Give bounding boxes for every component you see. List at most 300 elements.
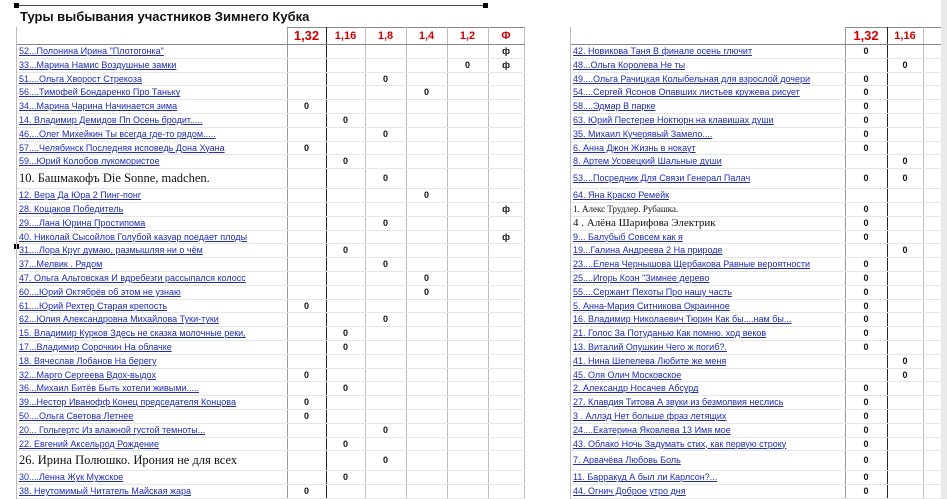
round-cell[interactable]: ф (488, 58, 524, 72)
round-cell[interactable]: 0 (365, 72, 406, 86)
round-cell[interactable] (447, 216, 488, 230)
round-cell[interactable]: 0 (326, 437, 365, 451)
round-cell[interactable] (887, 86, 923, 100)
round-cell[interactable] (845, 354, 887, 368)
participant-link[interactable]: 58....Эдмар В парке (570, 100, 845, 114)
participant-link[interactable]: 64. Яна Краско Ремейк (570, 189, 845, 203)
round-cell[interactable] (447, 299, 488, 313)
round-cell[interactable] (447, 169, 488, 189)
participant-link[interactable]: 6. Анна Джон Жизнь в нокаут (570, 141, 845, 155)
round-cell[interactable] (887, 45, 923, 59)
round-cell[interactable] (406, 409, 447, 423)
round-cell[interactable]: 0 (845, 127, 887, 141)
round-cell[interactable] (326, 409, 365, 423)
participant-link[interactable]: 11. Барракуд А был ли Карлсон?... (570, 471, 845, 485)
round-cell[interactable] (887, 202, 923, 216)
round-cell[interactable] (326, 396, 365, 410)
participant-link[interactable]: 27. Клавдия Титова А звуки из безмолвия неслись (570, 396, 845, 410)
round-cell[interactable] (326, 169, 365, 189)
round-cell[interactable] (488, 340, 524, 354)
round-cell[interactable] (447, 113, 488, 127)
round-cell[interactable] (365, 354, 406, 368)
round-cell[interactable]: 0 (406, 285, 447, 299)
round-cell[interactable] (365, 58, 406, 72)
round-cell[interactable]: 0 (845, 423, 887, 437)
round-cell[interactable] (326, 72, 365, 86)
participant-link[interactable]: 49....Ольга Рачицкая Колыбельная для взрослой дочери (570, 72, 845, 86)
round-cell[interactable]: ф (488, 202, 524, 216)
round-cell[interactable] (287, 169, 326, 189)
round-cell[interactable] (887, 451, 923, 471)
left-header-round-4[interactable]: 1,2 (447, 28, 488, 45)
round-cell[interactable] (447, 155, 488, 169)
round-cell[interactable] (326, 86, 365, 100)
participant-link[interactable]: 24....Екатерина Яковлева 13 Имя мое (570, 423, 845, 437)
participant-link[interactable]: 4 . Алёна Шарифова Электрик (570, 216, 845, 230)
round-cell[interactable] (406, 313, 447, 327)
round-cell[interactable]: 0 (287, 368, 326, 382)
round-cell[interactable] (488, 189, 524, 203)
round-cell[interactable] (447, 409, 488, 423)
participant-link[interactable]: 55....Сержант Пехоты Про нашу часть (570, 285, 845, 299)
round-cell[interactable] (447, 313, 488, 327)
round-cell[interactable] (287, 313, 326, 327)
round-cell[interactable] (447, 230, 488, 244)
round-cell[interactable] (488, 471, 524, 485)
round-cell[interactable] (326, 45, 365, 59)
participant-link[interactable]: 46....Олег Михейкин Ты всегда где-то рядом..... (16, 127, 287, 141)
round-cell[interactable] (488, 271, 524, 285)
round-cell[interactable] (406, 423, 447, 437)
round-cell[interactable] (326, 354, 365, 368)
round-cell[interactable] (365, 230, 406, 244)
round-cell[interactable]: 0 (845, 451, 887, 471)
round-cell[interactable] (287, 271, 326, 285)
round-cell[interactable] (887, 409, 923, 423)
round-cell[interactable] (287, 340, 326, 354)
left-header-round-0[interactable]: 1,32 (287, 28, 326, 45)
round-cell[interactable]: ф (488, 45, 524, 59)
participant-link[interactable]: 14. Владимир Демидов Пп Осень бродит..... (16, 113, 287, 127)
round-cell[interactable] (406, 202, 447, 216)
round-cell[interactable] (406, 471, 447, 485)
round-cell[interactable] (488, 409, 524, 423)
round-cell[interactable]: 0 (287, 396, 326, 410)
round-cell[interactable] (406, 45, 447, 59)
round-cell[interactable] (488, 485, 524, 499)
right-header-round-0[interactable]: 1,32 (845, 28, 887, 45)
participant-link[interactable]: 51....Ольга Хворост Стрекоза (16, 72, 287, 86)
round-cell[interactable] (488, 354, 524, 368)
round-cell[interactable] (447, 327, 488, 341)
round-cell[interactable]: 0 (406, 189, 447, 203)
participant-link[interactable]: 41. Нина Шепелева Любите же меня (570, 354, 845, 368)
round-cell[interactable]: 0 (365, 258, 406, 272)
round-cell[interactable] (488, 396, 524, 410)
round-cell[interactable] (406, 58, 447, 72)
participant-link[interactable]: 53....Посредник Для Связи Генерал Палач (570, 169, 845, 189)
selection-handle-left[interactable] (14, 3, 19, 8)
round-cell[interactable] (887, 437, 923, 451)
round-cell[interactable] (447, 437, 488, 451)
round-cell[interactable] (287, 382, 326, 396)
round-cell[interactable] (488, 72, 524, 86)
round-cell[interactable] (887, 141, 923, 155)
round-cell[interactable] (287, 155, 326, 169)
round-cell[interactable] (887, 485, 923, 499)
participant-link[interactable]: 10. Башмакофъ Die Sonne, madchen. (16, 169, 287, 189)
participant-link[interactable]: 12. Вера Да Юра 2 Пинг-понг (16, 189, 287, 203)
round-cell[interactable] (406, 340, 447, 354)
round-cell[interactable] (887, 271, 923, 285)
round-cell[interactable] (406, 141, 447, 155)
round-cell[interactable] (447, 471, 488, 485)
round-cell[interactable] (406, 327, 447, 341)
round-cell[interactable] (365, 485, 406, 499)
round-cell[interactable]: 0 (326, 155, 365, 169)
round-cell[interactable] (326, 258, 365, 272)
participant-link[interactable]: 28. Кощаков Победитель (16, 202, 287, 216)
round-cell[interactable] (488, 382, 524, 396)
round-cell[interactable] (887, 216, 923, 230)
left-header-round-5[interactable]: Ф (488, 28, 524, 45)
round-cell[interactable] (887, 423, 923, 437)
round-cell[interactable] (488, 141, 524, 155)
round-cell[interactable] (845, 189, 887, 203)
round-cell[interactable]: 0 (287, 299, 326, 313)
round-cell[interactable] (488, 216, 524, 230)
round-cell[interactable] (365, 45, 406, 59)
round-cell[interactable]: 0 (365, 169, 406, 189)
left-header-round-3[interactable]: 1,4 (406, 28, 447, 45)
round-cell[interactable]: 0 (845, 340, 887, 354)
round-cell[interactable] (365, 471, 406, 485)
round-cell[interactable]: 0 (845, 327, 887, 341)
round-cell[interactable] (365, 340, 406, 354)
round-cell[interactable]: 0 (845, 230, 887, 244)
round-cell[interactable]: 0 (845, 409, 887, 423)
participant-link[interactable]: 42. Новикова Таня В финале осень глючит (570, 45, 845, 59)
round-cell[interactable] (887, 230, 923, 244)
round-cell[interactable] (887, 285, 923, 299)
round-cell[interactable]: 0 (887, 244, 923, 258)
round-cell[interactable] (845, 58, 887, 72)
round-cell[interactable] (287, 230, 326, 244)
round-cell[interactable]: 0 (365, 216, 406, 230)
participant-link[interactable]: 35. Михаил Кучерявый Замело.... (570, 127, 845, 141)
participant-link[interactable]: 30....Ленна Жук Мужское (16, 471, 287, 485)
round-cell[interactable] (887, 113, 923, 127)
round-cell[interactable] (406, 244, 447, 258)
round-cell[interactable] (488, 258, 524, 272)
round-cell[interactable] (326, 368, 365, 382)
round-cell[interactable] (326, 271, 365, 285)
round-cell[interactable] (887, 72, 923, 86)
round-cell[interactable]: 0 (845, 86, 887, 100)
round-cell[interactable]: 0 (887, 368, 923, 382)
round-cell[interactable] (887, 340, 923, 354)
round-cell[interactable] (447, 72, 488, 86)
round-cell[interactable] (406, 230, 447, 244)
round-cell[interactable] (488, 299, 524, 313)
participant-link[interactable]: 37...Мелвик . Рядом (16, 258, 287, 272)
round-cell[interactable]: 0 (365, 127, 406, 141)
round-cell[interactable]: 0 (887, 354, 923, 368)
round-cell[interactable] (406, 72, 447, 86)
round-cell[interactable] (406, 113, 447, 127)
round-cell[interactable]: 0 (326, 340, 365, 354)
round-cell[interactable] (287, 285, 326, 299)
participant-link[interactable]: 60....Юрий Октябрёв об этом не узнаю (16, 285, 287, 299)
round-cell[interactable]: 0 (326, 382, 365, 396)
round-cell[interactable]: 0 (447, 58, 488, 72)
round-cell[interactable] (365, 285, 406, 299)
round-cell[interactable]: 0 (845, 382, 887, 396)
participant-link[interactable]: 40. Николай Сысойлов Голубой казуар поедает плоды (16, 230, 287, 244)
round-cell[interactable]: 0 (365, 423, 406, 437)
participant-link[interactable]: 63. Юрий Пестерев Ноктюрн на клавишах души (570, 113, 845, 127)
round-cell[interactable] (287, 437, 326, 451)
round-cell[interactable] (488, 423, 524, 437)
round-cell[interactable] (406, 485, 447, 499)
right-header-blank[interactable] (570, 28, 845, 45)
round-cell[interactable]: 0 (287, 141, 326, 155)
participant-link[interactable]: 56....Тимофей Бондаренко Про Таньку (16, 86, 287, 100)
round-cell[interactable]: 0 (845, 258, 887, 272)
participant-link[interactable]: 22. Евгений Аксельрод Рождение (16, 437, 287, 451)
round-cell[interactable]: 0 (887, 155, 923, 169)
round-cell[interactable] (406, 451, 447, 471)
round-cell[interactable] (326, 313, 365, 327)
round-cell[interactable] (365, 437, 406, 451)
round-cell[interactable] (326, 485, 365, 499)
participant-link[interactable]: 19...Галина Андреева 2 На природе (570, 244, 845, 258)
round-cell[interactable] (447, 485, 488, 499)
round-cell[interactable]: 0 (287, 409, 326, 423)
round-cell[interactable] (887, 127, 923, 141)
round-cell[interactable] (326, 202, 365, 216)
round-cell[interactable]: 0 (326, 113, 365, 127)
participant-link[interactable]: 31....Лора Круг думаю, размышляя ни о чём (16, 244, 287, 258)
round-cell[interactable] (287, 216, 326, 230)
participant-link[interactable]: 43. Облако Ночь Задумать стих, как первую строку (570, 437, 845, 451)
participant-link[interactable]: 38. Неутомимый Читатель Майская жара (16, 485, 287, 499)
round-cell[interactable] (406, 216, 447, 230)
round-cell[interactable]: 0 (406, 271, 447, 285)
round-cell[interactable] (447, 244, 488, 258)
left-header-round-2[interactable]: 1,8 (365, 28, 406, 45)
round-cell[interactable] (488, 127, 524, 141)
participant-link[interactable]: 36...Михаил Битёв Быть хотели живыми..... (16, 382, 287, 396)
participant-link[interactable]: 57....Челябинск Последняя исповедь Дона Хуана (16, 141, 287, 155)
round-cell[interactable] (326, 189, 365, 203)
round-cell[interactable]: ф (488, 230, 524, 244)
round-cell[interactable] (447, 141, 488, 155)
round-cell[interactable] (365, 86, 406, 100)
round-cell[interactable] (326, 100, 365, 114)
round-cell[interactable] (447, 189, 488, 203)
round-cell[interactable] (488, 313, 524, 327)
participant-link[interactable]: 33...Марина Намис Воздушные замки (16, 58, 287, 72)
round-cell[interactable] (287, 45, 326, 59)
round-cell[interactable] (447, 423, 488, 437)
round-cell[interactable] (326, 127, 365, 141)
round-cell[interactable] (447, 127, 488, 141)
round-cell[interactable] (365, 113, 406, 127)
round-cell[interactable]: 0 (365, 313, 406, 327)
round-cell[interactable] (887, 258, 923, 272)
round-cell[interactable] (845, 368, 887, 382)
round-cell[interactable] (447, 86, 488, 100)
round-cell[interactable] (447, 340, 488, 354)
participant-link[interactable]: 7. Арвачёва Любовь Боль (570, 451, 845, 471)
round-cell[interactable] (365, 396, 406, 410)
round-cell[interactable] (287, 451, 326, 471)
participant-link[interactable]: 21. Голос За Потуданью Как помню. ход веков (570, 327, 845, 341)
round-cell[interactable] (406, 396, 447, 410)
round-cell[interactable] (447, 382, 488, 396)
round-cell[interactable] (488, 169, 524, 189)
round-cell[interactable] (287, 58, 326, 72)
participant-link[interactable]: 8. Артем Усовецкий Шальные души (570, 155, 845, 169)
round-cell[interactable] (488, 451, 524, 471)
participant-link[interactable]: 26. Ирина Полюшко. Ирония не для всех (16, 451, 287, 471)
round-cell[interactable] (365, 202, 406, 216)
round-cell[interactable] (887, 327, 923, 341)
participant-link[interactable]: 5. Анна-Мария Ситникова Окраинное (570, 299, 845, 313)
round-cell[interactable] (887, 382, 923, 396)
round-cell[interactable] (406, 127, 447, 141)
round-cell[interactable] (287, 202, 326, 216)
participant-link[interactable]: 1. Алекс Трудлер. Рубашка. (570, 202, 845, 216)
round-cell[interactable] (365, 327, 406, 341)
left-header-round-1[interactable]: 1,16 (326, 28, 365, 45)
round-cell[interactable]: 0 (845, 113, 887, 127)
participant-link[interactable]: 44. Огнич Доброе утро дня (570, 485, 845, 499)
round-cell[interactable] (447, 271, 488, 285)
round-cell[interactable] (365, 155, 406, 169)
participant-link[interactable]: 62...Юлия Александровна Михайлова Туки-туки (16, 313, 287, 327)
round-cell[interactable] (887, 313, 923, 327)
round-cell[interactable] (406, 155, 447, 169)
round-cell[interactable] (365, 141, 406, 155)
participant-link[interactable]: 39...Нестор Иванофф Конец председателя Концова (16, 396, 287, 410)
round-cell[interactable] (287, 258, 326, 272)
round-cell[interactable] (365, 409, 406, 423)
round-cell[interactable] (447, 202, 488, 216)
round-cell[interactable] (488, 100, 524, 114)
round-cell[interactable]: 0 (845, 202, 887, 216)
round-cell[interactable] (406, 100, 447, 114)
round-cell[interactable] (488, 327, 524, 341)
round-cell[interactable] (488, 437, 524, 451)
round-cell[interactable]: 0 (326, 327, 365, 341)
round-cell[interactable]: 0 (287, 485, 326, 499)
participant-link[interactable]: 9... Балубыб Совсем как я (570, 230, 845, 244)
round-cell[interactable]: 0 (845, 271, 887, 285)
round-cell[interactable]: 0 (845, 313, 887, 327)
round-cell[interactable] (365, 271, 406, 285)
round-cell[interactable] (287, 113, 326, 127)
round-cell[interactable] (406, 169, 447, 189)
round-cell[interactable]: 0 (845, 45, 887, 59)
round-cell[interactable]: 0 (845, 285, 887, 299)
round-cell[interactable] (326, 285, 365, 299)
left-header-blank[interactable] (16, 28, 287, 45)
selection-handle-right[interactable] (483, 3, 488, 8)
participant-link[interactable]: 18. Вячеслав Лобанов На берегу (16, 354, 287, 368)
round-cell[interactable] (447, 258, 488, 272)
round-cell[interactable] (406, 437, 447, 451)
round-cell[interactable] (447, 45, 488, 59)
participant-link[interactable]: 32...Марго Сергеева Вдох-выдох (16, 368, 287, 382)
round-cell[interactable] (365, 382, 406, 396)
round-cell[interactable] (488, 285, 524, 299)
round-cell[interactable] (406, 382, 447, 396)
round-cell[interactable]: 0 (326, 244, 365, 258)
participant-link[interactable]: 20... Гольгертс Из влажной густой темноты... (16, 423, 287, 437)
round-cell[interactable] (845, 244, 887, 258)
round-cell[interactable] (488, 244, 524, 258)
round-cell[interactable] (287, 127, 326, 141)
round-cell[interactable] (287, 189, 326, 203)
round-cell[interactable] (887, 471, 923, 485)
round-cell[interactable] (287, 244, 326, 258)
participant-link[interactable]: 48...Ольга Королева Не ты (570, 58, 845, 72)
round-cell[interactable] (887, 100, 923, 114)
participant-link[interactable]: 29....Лана Юрина Простипома (16, 216, 287, 230)
participant-link[interactable]: 54....Сергей Ясонов Опавших листьев кружева рисует (570, 86, 845, 100)
round-cell[interactable] (326, 141, 365, 155)
round-cell[interactable] (887, 299, 923, 313)
round-cell[interactable] (287, 72, 326, 86)
participant-link[interactable]: 59...Юрий Колобов лукомористое (16, 155, 287, 169)
round-cell[interactable]: 0 (845, 216, 887, 230)
participant-link[interactable]: 17...Владимир Сорочкин На облачке (16, 340, 287, 354)
round-cell[interactable]: 0 (845, 169, 887, 189)
round-cell[interactable] (447, 451, 488, 471)
round-cell[interactable] (488, 155, 524, 169)
participant-link[interactable]: 25....Игорь Коэн "Зимнее дерево (570, 271, 845, 285)
round-cell[interactable] (365, 189, 406, 203)
participant-link[interactable]: 16. Владимир Николаевич Тюрин Как бы....нам бы... (570, 313, 845, 327)
round-cell[interactable] (287, 471, 326, 485)
round-cell[interactable] (845, 155, 887, 169)
round-cell[interactable]: 0 (287, 100, 326, 114)
round-cell[interactable]: 0 (406, 86, 447, 100)
participant-link[interactable]: 15. Владимир Курков Здесь не сказка молочные реки, (16, 327, 287, 341)
round-cell[interactable] (365, 244, 406, 258)
participant-link[interactable]: 52...Полонина Ирина "Плотогонка" (16, 45, 287, 59)
round-cell[interactable] (287, 327, 326, 341)
round-cell[interactable]: 0 (887, 169, 923, 189)
round-cell[interactable] (447, 100, 488, 114)
round-cell[interactable] (326, 216, 365, 230)
round-cell[interactable]: 0 (845, 100, 887, 114)
round-cell[interactable] (447, 285, 488, 299)
round-cell[interactable]: 0 (845, 141, 887, 155)
round-cell[interactable] (488, 113, 524, 127)
round-cell[interactable]: 0 (845, 396, 887, 410)
participant-link[interactable]: 3 . Аллэд Нет больше фраз летящих (570, 409, 845, 423)
round-cell[interactable] (887, 189, 923, 203)
round-cell[interactable]: 0 (365, 451, 406, 471)
round-cell[interactable]: 0 (845, 437, 887, 451)
round-cell[interactable] (447, 396, 488, 410)
participant-link[interactable]: 50....Ольга Светова Летнее (16, 409, 287, 423)
round-cell[interactable]: 0 (887, 58, 923, 72)
round-cell[interactable] (326, 451, 365, 471)
